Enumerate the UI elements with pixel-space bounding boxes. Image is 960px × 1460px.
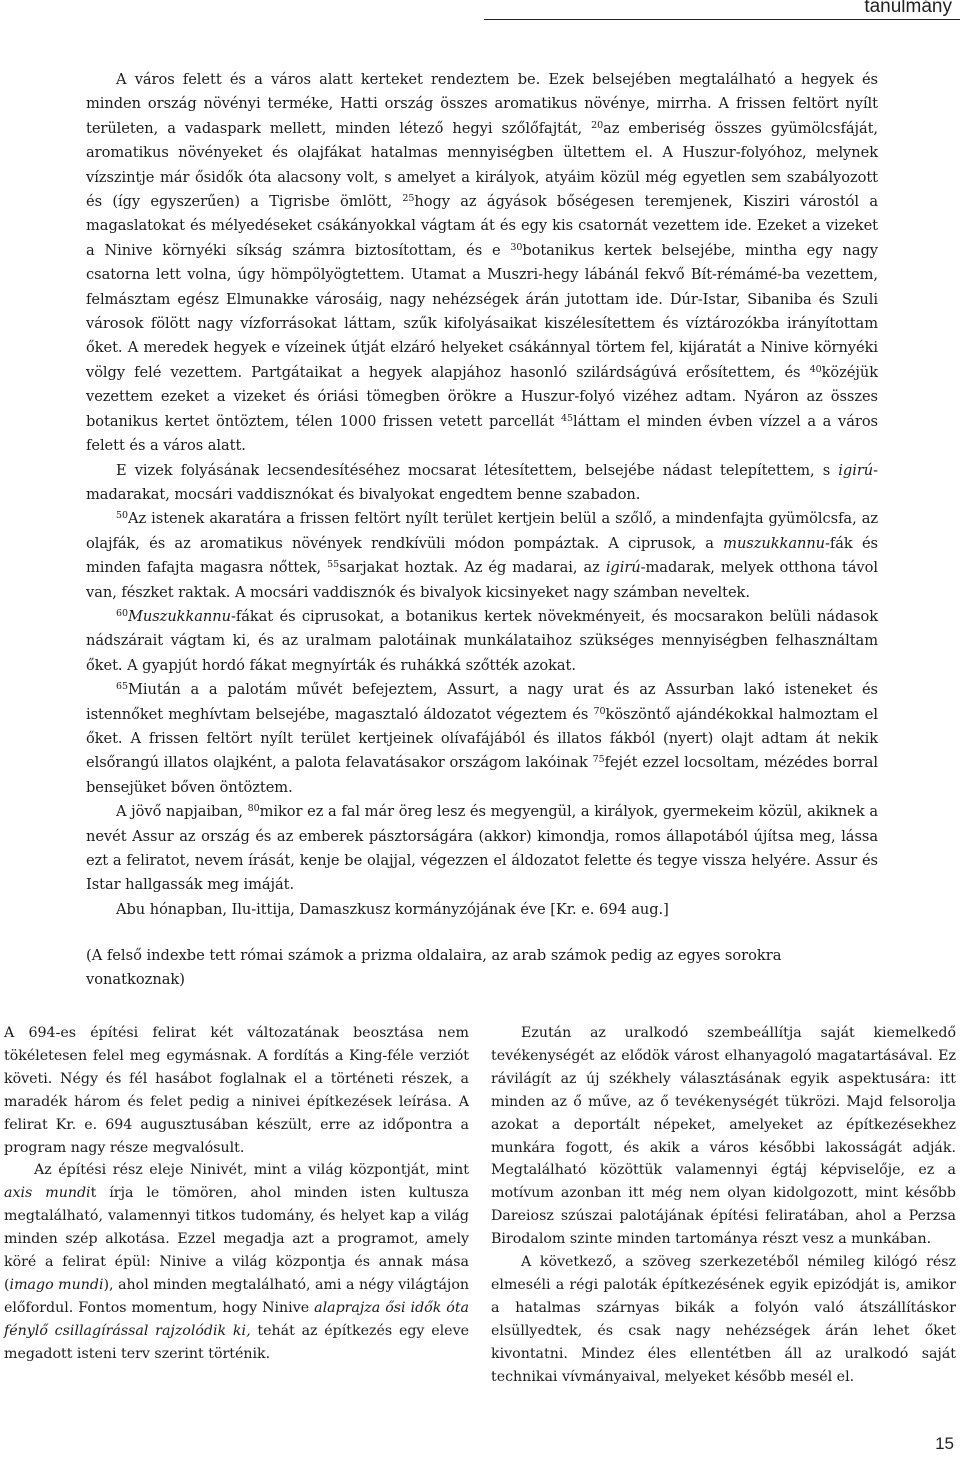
inscription-paragraph [86, 507, 878, 605]
inscription-paragraph [86, 68, 878, 459]
section-label: tanulmány [864, 0, 952, 17]
line-number: 80 [247, 803, 260, 815]
text-run: ), ahol minden megtalálható, ami a négy világtájon előfordul. Fontos momentum, hogy Ninive [4, 1276, 469, 1316]
text-run: közéjük vezettem ezeket a vizeket és óriási tömegben örökre a Huszur-folyó vizéhez adtam. Nyáron az összes botanikus kertet öntöztem, télen 1000 frissen vetett parcellát [86, 363, 878, 430]
text-run: láttam el minden évben vízzel a a város felett és a város alatt. [86, 412, 878, 455]
line-number: 60 [116, 607, 128, 619]
line-number: 55 [327, 559, 340, 571]
line-number: 45 [560, 412, 573, 424]
text-run: köszöntő ajándékokkal halmoztam el őket. A frissen feltört nyílt terület kertjeinek olívafájából és illatos fákból (nyert) olajt adtam át nekik elsőrangú illatos olajként, a palota felavatásakor országom lakóinak [86, 705, 879, 772]
italic-term: axis mundi [4, 1185, 91, 1202]
text-run: -madarak, melyek otthona távol van, fészket raktak. A mocsári vaddisznók és bivalyok kicsinyeket nagy számban neveltek. [86, 559, 878, 601]
text-run: A következő, a szöveg szerkezetéből némileg kilógó rész elmeséli a régi paloták építkezésének egyik epizódját is, amikor a hatalmas szárnyas bikák a folyón való átszállításkor elsüllyedtek, és csak nagy nehézségek árán lehet őket kivontatni. Mindez éles ellentétben áll az uralkodó saját technikai vívmányaival, melyeket később mesél el. [491, 1254, 956, 1385]
text-run: Miután a a palotám művét befejeztem, Assurt, a nagy urat és az Assurban lakó isteneket és istennőket meghívtam belsejébe, magasztaló áldozatot végeztem és [86, 681, 878, 723]
line-number: 40 [809, 363, 822, 375]
italic-term: alaprajza ősi idők óta fénylő csillagírással rajzolódik ki, [4, 1299, 469, 1339]
index-note: (A felső indexbe tett római számok a prizma oldalaira, az arab számok pedig az egyes sorokra vonatkoznak) [86, 947, 782, 989]
text-run: A 694-es építési felirat két változatának beosztása nem tökéletesen felel meg egymásnak. A fordítás a King-féle verziót követi. Négy és fél hasábot foglalnak el a történeti részek, a maradék három és felet pedig a ninivei építkezések leírása. A felirat Kr. e. 694 augusztusában készült, erre az időpontra a program nagy része megvalósult. [4, 1025, 469, 1156]
italic-term: igirú [605, 559, 641, 577]
line-number: 75 [592, 754, 605, 766]
inscription-paragraph [86, 898, 878, 922]
italic-term: Muszukkannu [128, 607, 231, 625]
text-run: E vizek folyásának lecsendesítéséhez mocsarat létesítettem, belsejébe nádast telepítettem, s [116, 461, 839, 479]
text-run: -fák és minden fafajta magasra nőttek, [86, 534, 878, 577]
text-run: botanikus kertek belsejébe, mintha egy nagy csatorna lett volna, úgy hömpölyögtettem. Utamat a Muszri-hegy lábánál fekvő Bít-rémámé-ba vezettem, felmásztam egész Elmunakke városáig, nagy nehézségek árán jutottam ide. Dúr-Istar, Sibaniba és Szuli városok fölött nagy vízforrásokat láttam, szűk kifolyásaikat kiszélesítettem és víztározókba irányítottam őket. A meredek hegyek e vízeinek útját elzáró helyeket csákánnyal törtem fel, kijáratát a Ninive környéki völgy felé vezettem. Partgátaikat a hegyek alapjához hasonló szilárdságúvá erősítettem, és [86, 241, 879, 381]
page-number: 15 [935, 1434, 954, 1453]
commentary-paragraph [491, 1251, 956, 1388]
inscription-paragraph [86, 605, 878, 678]
text-run: -fákat és ciprusokat, a botanikus kertek növekményeit, és mocsarakon belüli nádasok nádszárait vágtam ki, és az uralmam palotáinak munkálataihoz szükséges mennyiségben felhasználtam őket. A gyapjút hordó fákat megnyírták és ruhákká szőtték azokat. [86, 607, 878, 674]
inscription-paragraph [86, 678, 878, 800]
commentary-paragraph [4, 1022, 469, 1159]
text-run: -madarakat, mocsári vaddisznókat és bivalyokat engedtem benne szabadon. [86, 461, 878, 503]
text-run: tehát az építkezés egy eleve megadott isteni terv szerint történik. [4, 1322, 469, 1362]
inscription-paragraph [86, 800, 878, 898]
line-number: 70 [593, 705, 606, 717]
italic-term: igirú [838, 461, 874, 479]
italic-term: muszukkannu [723, 534, 826, 552]
line-number: 65 [116, 681, 128, 693]
text-run: Az építési rész eleje Ninivét, mint a világ központját, mint [34, 1162, 469, 1179]
text-run: sarjakat hoztak. Az ég madarai, az [339, 559, 606, 577]
commentary-paragraph [4, 1159, 469, 1365]
commentary-paragraph [491, 1022, 956, 1251]
text-run: fejét ezzel locsoltam, mézédes borral bensejüket bőven öntöztem. [86, 754, 879, 796]
text-run: Az istenek akaratára a frissen feltört nyílt terület kertjein belül a szőlő, a mindenfajta gyümölcsfa, az olajfák, és az aromatikus növények rendkívüli módon pompáztak. A ciprusok, a [86, 510, 878, 552]
text-run: t írja le tömören, ahol minden isten kultusza megtalálható, valamennyi titkos tudomány, és helyet kap a világ minden szép alkotása. Ezzel megadja azt a programot, amely köré a felirat épül: Ninive a világ központja és annak mása ( [4, 1185, 469, 1293]
line-number: 30 [510, 241, 523, 253]
commentary-right-column [491, 1022, 956, 1389]
commentary-left-column [4, 1022, 469, 1366]
line-number: 25 [402, 193, 415, 205]
text-run: Ezután az uralkodó szembeállítja saját kiemelkedő tevékenységét az elődök várost elhanyagoló magatartásával. Ez rávilágít az új székhely választásának egyik aspektusára: itt minden az ő műve, az ő tevékenységét tükrözi. Majd felsorolja azokat a deportált népeket, amelyeket az építkezésekhez munkára fogott, és akik a város későbbi lakosságát adják. Megtalálható közöttük valamennyi égtáj képviselője, ez a motívum azonban itt még nem olyan kidolgozott, mint később Dareiosz szúszai palotájának építési feliratában, ahol a Perzsa Birodalom szinte minden tartománya részt vesz a munkában. [491, 1025, 956, 1248]
italic-term: imago mundi [9, 1276, 104, 1293]
line-number: 50 [116, 510, 128, 522]
text-run: A város felett és a város alatt kerteket rendeztem be. Ezek belsejében megtalálható a hegyek és minden ország növényi terméke, Hatti ország összes aromatikus növénye, mirrha. A frissen feltört nyílt területen, a vadaspark mellett, minden létező hegyi szőlőfajtát, [86, 71, 878, 137]
translated-inscription [86, 68, 878, 922]
line-number: 20 [591, 119, 604, 131]
text-run: hogy az ágyások bőségesen teremjenek, Kisziri várostól a magaslatokat és mélyedéseket csákányokkal vágtam át és egy kis csatornát vezettem ide. Ezeket a vizeket a Ninive környéki síkság számra biztosítottam, és e [86, 193, 878, 259]
text-run: az emberiség összes gyümölcsfáját, aromatikus növényeket és olajfákat hatalmas mennyiségben ültettem el. A Huszur-folyóhoz, melynek vízszintje már ősidők óta alacsony volt, s amelyet a királyok, atyáim közül még egyetlen sem szabályozott és (így egyszerűen) a Tigrisbe ömlött, [86, 119, 878, 211]
text-run: mikor ez a fal már öreg lesz és megyengül, a királyok, gyermekeim közül, akiknek a nevét Assur az ország és az emberek pásztorságára (akkor) kimondja, romos állapotából újítsa meg, lássa ezt a feliratot, nevem írását, kenje be olajjal, végezzen el áldozatot felette és tegye vissza helyére. Assur és Istar hallgassák meg imáját. [86, 803, 878, 894]
text-run: A jövő napjaiban, [116, 803, 248, 821]
header-rule [484, 19, 960, 20]
inscription-paragraph [86, 459, 878, 508]
text-run: Abu hónapban, Ilu-ittija, Damaszkusz kormányzójának éve [Kr. e. 694 aug.] [116, 900, 669, 918]
